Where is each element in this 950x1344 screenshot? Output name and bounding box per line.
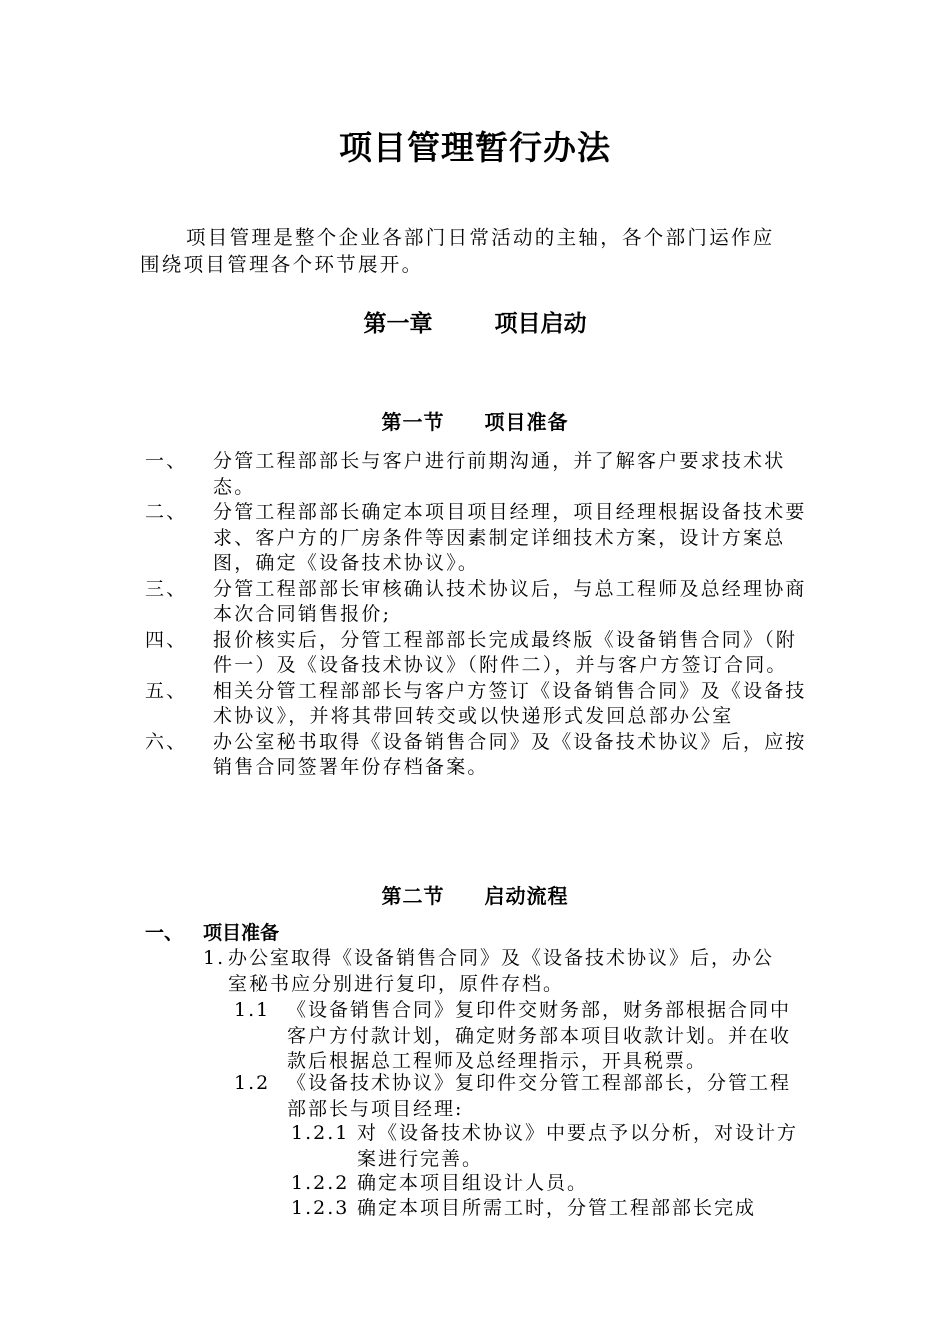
section-number: 第一节: [381, 410, 445, 434]
item-text: 《设备销售合同》复印件交财务部，财务部根据合同中客户方付款计划，确定财务部本项目收款计划。并在收款后根据总工程师及总经理指示，开具税票。: [287, 999, 792, 1072]
chapter-heading: [0, 307, 950, 341]
section1-list: [145, 449, 810, 781]
item-text: 对《设备技术协议》中要点予以分析，对设计方案进行完善。: [357, 1122, 799, 1170]
section-heading-1: [0, 407, 950, 437]
item-text: 确定本项目所需工时，分管工程部部长完成: [357, 1197, 757, 1219]
list-item-number: 五、: [145, 679, 188, 702]
section-name: 项目准备: [484, 410, 569, 434]
list-item-number: 一、: [145, 450, 188, 472]
procedure-item: [291, 1121, 807, 1172]
item-number: 1.2.2: [291, 1172, 350, 1194]
list-item-text: 办公室秘书取得《设备销售合同》及《设备技术协议》后，应按销售合同签署年份存档备案。: [213, 730, 807, 778]
subsection-name: 项目准备: [203, 922, 280, 944]
procedure-item: [291, 1171, 807, 1197]
list-item: [145, 577, 810, 628]
item-number: 1.: [203, 947, 226, 969]
document-title: 项目管理暂行办法: [339, 128, 611, 167]
procedure-item: [291, 1196, 807, 1222]
list-item: [145, 628, 810, 679]
item-text: 《设备技术协议》复印件交分管工程部部长，分管工程部部长与项目经理:: [287, 1072, 792, 1120]
list-item: [145, 449, 810, 500]
item-number: 1.2: [234, 1072, 271, 1094]
list-item-number: 六、: [145, 730, 188, 753]
list-item-number: 二、: [145, 501, 188, 523]
item-text: 确定本项目组设计人员。: [357, 1172, 589, 1194]
procedure-item: [234, 998, 807, 1075]
list-item-text: 分管工程部部长确定本项目项目经理，项目经理根据设备技术要求、客户方的厂房条件等因素制定详细技术方案，设计方案总图，确定《设备技术协议》。: [213, 501, 807, 574]
list-item: [145, 730, 810, 781]
list-item-number: 四、: [145, 628, 188, 651]
list-item: [145, 500, 810, 577]
subsection-heading: [145, 920, 279, 946]
intro-line: 项目管理是整个企业各部门日常活动的主轴，各个部门运作应: [186, 226, 775, 249]
list-item-text: 报价核实后，分管工程部部长完成最终版《设备销售合同》（附件一）及《设备技术协议》（附件二），并与客户方签订合同。: [213, 628, 798, 676]
intro-line: 围绕项目管理各个环节展开。: [140, 253, 424, 276]
chapter-number: 第一章: [363, 311, 433, 337]
section-name: 启动流程: [484, 884, 569, 908]
procedure-item: [203, 946, 788, 997]
intro-paragraph: [140, 224, 810, 278]
item-number: 1.1: [234, 999, 271, 1021]
list-item-text: 相关分管工程部部长与客户方签订《设备销售合同》及《设备技术协议》，并将其带回转交或以快递形式发回总部办公室: [213, 679, 807, 727]
list-item-number: 三、: [145, 577, 188, 600]
item-number: 1.2.3: [291, 1197, 350, 1219]
procedure-item: [234, 1071, 807, 1122]
list-item: [145, 679, 810, 730]
item-number: 1.2.1: [291, 1122, 350, 1144]
section-heading-2: [0, 881, 950, 911]
section-number: 第二节: [381, 884, 445, 908]
list-item-text: 分管工程部部长与客户进行前期沟通，并了解客户要求技术状态。: [213, 450, 786, 498]
item-text: 办公室取得《设备销售合同》及《设备技术协议》后，办公室秘书应分别进行复印，原件存档。: [228, 947, 775, 995]
chapter-name: 项目启动: [494, 311, 587, 337]
list-item-text: 分管工程部部长审核确认技术协议后，与总工程师及总经理协商本次合同销售报价;: [213, 577, 807, 625]
subsection-number: 一、: [145, 922, 184, 944]
